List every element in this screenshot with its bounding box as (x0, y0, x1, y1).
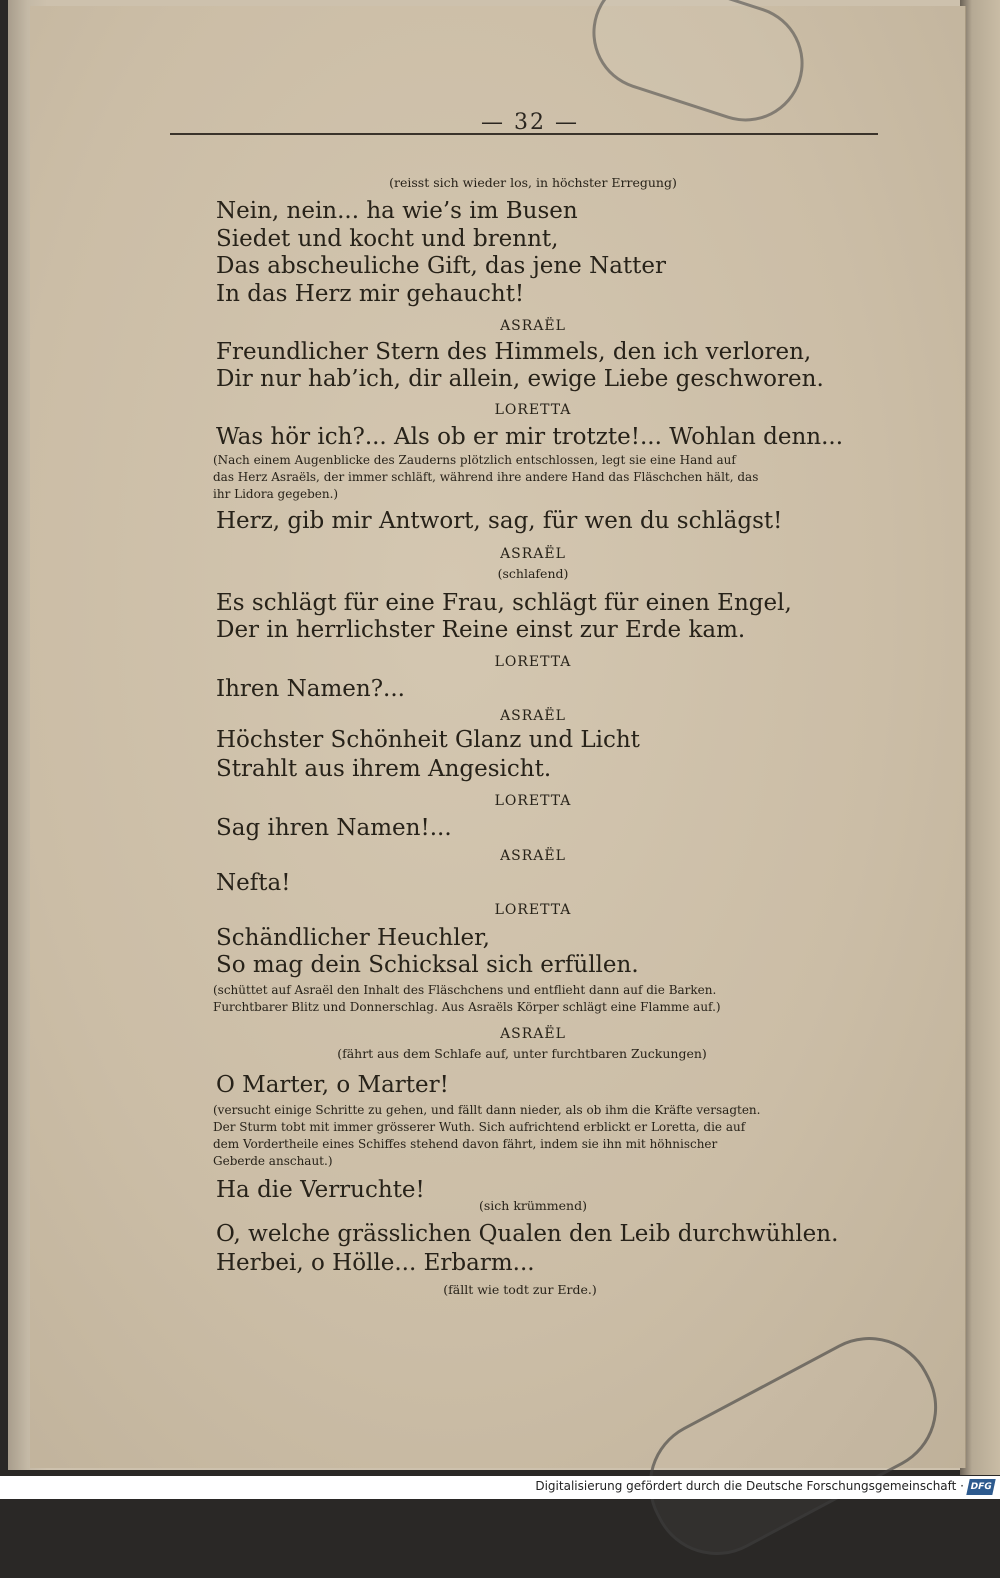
verse-line: Der in herrlichster Reine einst zur Erde kam. (216, 617, 746, 643)
verse-line: Freundlicher Stern des Himmels, den ich verloren, (216, 339, 812, 365)
speaker-name: ASRAËL (500, 708, 566, 724)
facing-page-edge (960, 0, 1000, 1475)
verse-line: Sag ihren Namen!... (216, 815, 452, 841)
page-number: — 32 — (481, 110, 579, 135)
speaker-name: ASRAËL (500, 546, 566, 562)
stage-direction: (fährt aus dem Schlafe auf, unter furchtbaren Zuckungen) (337, 1046, 707, 1061)
stage-direction: (schlafend) (497, 566, 569, 581)
verse-line: Schändlicher Heuchler, (216, 925, 490, 951)
speaker-name: ASRAËL (500, 318, 566, 334)
verse-line: Siedet und kocht und brennt, (216, 226, 559, 252)
verse-line: O Marter, o Marter! (216, 1072, 449, 1098)
speaker-name: ASRAËL (500, 1026, 566, 1042)
stage-direction: Geberde anschaut.) (213, 1154, 333, 1168)
footer-credit: Digitalisierung gefördert durch die Deutsche Forschungsgemeinschaft · (535, 1479, 964, 1493)
speaker-name: LORETTA (494, 902, 572, 918)
verse-line: Strahlt aus ihrem Angesicht. (216, 756, 552, 782)
footer-bar (0, 1476, 1000, 1499)
verse-line: Ihren Namen?... (216, 676, 405, 702)
speaker-name: LORETTA (494, 402, 572, 418)
stage-direction: (Nach einem Augenblicke des Zauderns plötzlich entschlossen, legt sie eine Hand auf (213, 453, 736, 467)
verse-line: Herbei, o Hölle... Erbarm... (216, 1250, 535, 1276)
speaker-name: LORETTA (494, 793, 572, 809)
verse-line: So mag dein Schicksal sich erfüllen. (216, 952, 639, 978)
verse-line: Herz, gib mir Antwort, sag, für wen du schlägst! (216, 508, 783, 534)
verse-line: Ha die Verruchte! (216, 1177, 425, 1203)
speaker-name: LORETTA (494, 654, 572, 670)
stage-direction: (schüttet auf Asraël den Inhalt des Fläschchens und entflieht dann auf die Barken. (213, 983, 717, 997)
verse-line: O, welche grässlichen Qualen den Leib durchwühlen. (216, 1221, 839, 1247)
stage-direction: ihr Lidora gegeben.) (213, 487, 339, 501)
verse-line: Nein, nein... ha wie’s im Busen (216, 198, 578, 224)
verse-line: Das abscheuliche Gift, das jene Natter (216, 253, 667, 279)
dfg-logo: DFG (966, 1479, 995, 1495)
verse-line: In das Herz mir gehaucht! (216, 281, 525, 307)
stage-direction: (versucht einige Schritte zu gehen, und fällt dann nieder, als ob ihm die Kräfte versagten. (213, 1103, 761, 1117)
verse-line: Es schlägt für eine Frau, schlägt für einen Engel, (216, 590, 792, 616)
stage-direction: (sich krümmend) (479, 1198, 587, 1213)
stage-direction: (reisst sich wieder los, in höchster Erregung) (389, 175, 677, 190)
verse-line: Was hör ich?... Als ob er mir trotzte!... Wohlan denn... (216, 424, 844, 450)
stage-direction: (fällt wie todt zur Erde.) (443, 1282, 597, 1297)
stage-direction: dem Vordertheile eines Schiffes stehend davon fährt, indem sie ihn mit höhnischer (213, 1137, 718, 1151)
verse-line: Höchster Schönheit Glanz und Licht (216, 727, 640, 753)
verse-line: Nefta! (216, 870, 291, 896)
verse-line: Dir nur hab’ich, dir allein, ewige Liebe geschworen. (216, 366, 824, 392)
stage-direction: das Herz Asraëls, der immer schläft, während ihre andere Hand das Fläschchen hält, das (213, 470, 759, 484)
stage-direction: Der Sturm tobt mit immer grösserer Wuth. Sich aufrichtend erblickt er Loretta, die auf (213, 1120, 746, 1134)
header-rule (170, 133, 878, 135)
stage-direction: Furchtbarer Blitz und Donnerschlag. Aus Asraëls Körper schlägt eine Flamme auf.) (213, 1000, 721, 1014)
speaker-name: ASRAËL (500, 848, 566, 864)
